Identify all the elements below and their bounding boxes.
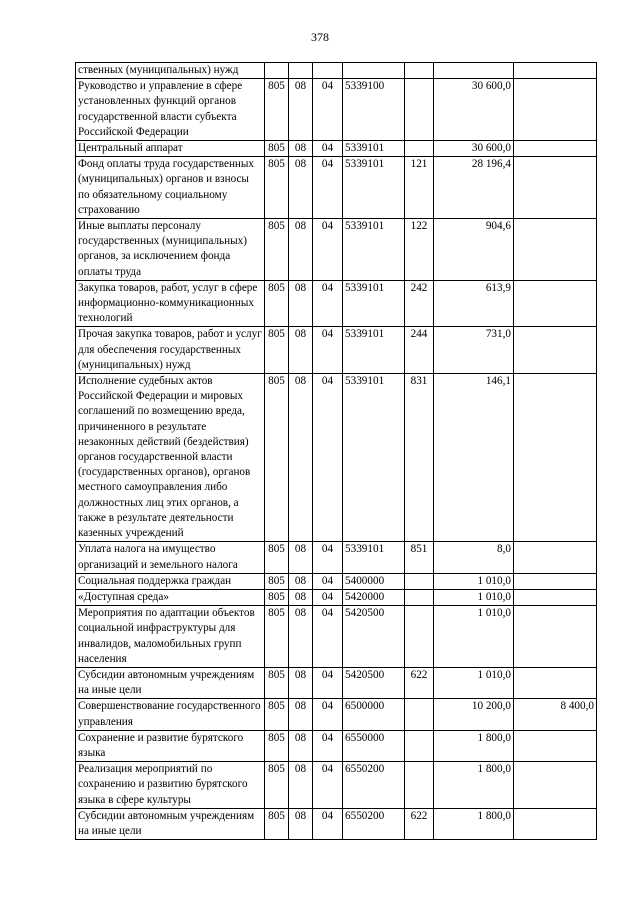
cell-name: Совершенствование государственного управления	[76, 699, 265, 730]
cell-subsection: 04	[313, 327, 343, 374]
cell-name: Мероприятия по адаптации объектов социальной инфраструктуры для инвалидов, маломобильных групп населения	[76, 606, 265, 668]
cell-subsection: 04	[313, 667, 343, 698]
cell-expense-type: 831	[405, 374, 434, 542]
table-row	[76, 589, 597, 605]
cell-amount: 30 600,0	[434, 79, 514, 141]
cell-subsection	[313, 63, 343, 79]
cell-target-article: 5339101	[343, 141, 405, 157]
cell-amount: 1 800,0	[434, 730, 514, 761]
cell-expense-type	[405, 141, 434, 157]
cell-amount: 1 010,0	[434, 573, 514, 589]
table-row	[76, 157, 597, 219]
cell-amount-secondary	[514, 542, 597, 573]
cell-admin-code	[265, 63, 289, 79]
cell-section: 08	[289, 157, 313, 219]
cell-amount-secondary	[514, 762, 597, 809]
cell-subsection: 04	[313, 573, 343, 589]
table-body	[76, 63, 597, 840]
table-row	[76, 374, 597, 542]
cell-section: 08	[289, 374, 313, 542]
cell-amount-secondary	[514, 667, 597, 698]
cell-admin-code: 805	[265, 699, 289, 730]
cell-target-article: 6550000	[343, 730, 405, 761]
cell-subsection: 04	[313, 762, 343, 809]
cell-subsection: 04	[313, 157, 343, 219]
table-row	[76, 63, 597, 79]
cell-amount-secondary	[514, 573, 597, 589]
table-row	[76, 79, 597, 141]
cell-amount: 1 010,0	[434, 589, 514, 605]
cell-target-article: 6550200	[343, 762, 405, 809]
cell-expense-type	[405, 762, 434, 809]
cell-amount: 1 800,0	[434, 808, 514, 839]
cell-target-article: 5400000	[343, 573, 405, 589]
cell-name: Закупка товаров, работ, услуг в сфере информационно-коммуникационных технологий	[76, 280, 265, 327]
cell-section: 08	[289, 219, 313, 281]
cell-expense-type: 244	[405, 327, 434, 374]
cell-amount-secondary	[514, 280, 597, 327]
cell-section: 08	[289, 808, 313, 839]
cell-name: Руководство и управление в сфере установленных функций органов государственной власти субъекта Российской Федерации	[76, 79, 265, 141]
cell-amount: 1 010,0	[434, 667, 514, 698]
cell-name: Прочая закупка товаров, работ и услуг для обеспечения государственных (муниципальных) нужд	[76, 327, 265, 374]
table-row	[76, 280, 597, 327]
cell-name: Фонд оплаты труда государственных (муниципальных) органов и взносы по обязательному социальному страхованию	[76, 157, 265, 219]
cell-section: 08	[289, 79, 313, 141]
budget-table	[75, 62, 597, 840]
cell-target-article: 5420000	[343, 589, 405, 605]
cell-expense-type: 622	[405, 667, 434, 698]
cell-name: Иные выплаты персоналу государственных (муниципальных) органов, за исключением фонда оплаты труда	[76, 219, 265, 281]
cell-admin-code: 805	[265, 219, 289, 281]
cell-amount: 146,1	[434, 374, 514, 542]
table-row	[76, 762, 597, 809]
cell-subsection: 04	[313, 808, 343, 839]
table-row	[76, 730, 597, 761]
cell-section: 08	[289, 573, 313, 589]
table-row	[76, 542, 597, 573]
table-row	[76, 141, 597, 157]
cell-target-article: 5339101	[343, 374, 405, 542]
cell-subsection: 04	[313, 374, 343, 542]
cell-expense-type: 622	[405, 808, 434, 839]
cell-expense-type	[405, 699, 434, 730]
cell-target-article	[343, 63, 405, 79]
cell-target-article: 5420500	[343, 667, 405, 698]
cell-admin-code: 805	[265, 808, 289, 839]
cell-amount: 28 196,4	[434, 157, 514, 219]
cell-section: 08	[289, 327, 313, 374]
cell-expense-type	[405, 573, 434, 589]
table-row	[76, 667, 597, 698]
cell-name: Субсидии автономным учреждениям на иные цели	[76, 667, 265, 698]
cell-admin-code: 805	[265, 730, 289, 761]
cell-target-article: 5420500	[343, 606, 405, 668]
cell-section: 08	[289, 699, 313, 730]
cell-amount-secondary	[514, 808, 597, 839]
table-row	[76, 606, 597, 668]
cell-section: 08	[289, 667, 313, 698]
cell-name: Центральный аппарат	[76, 141, 265, 157]
cell-admin-code: 805	[265, 79, 289, 141]
table-row	[76, 573, 597, 589]
cell-admin-code: 805	[265, 573, 289, 589]
cell-expense-type	[405, 730, 434, 761]
cell-amount-secondary	[514, 219, 597, 281]
cell-subsection: 04	[313, 589, 343, 605]
cell-admin-code: 805	[265, 667, 289, 698]
cell-subsection: 04	[313, 542, 343, 573]
cell-amount-secondary	[514, 63, 597, 79]
cell-admin-code: 805	[265, 606, 289, 668]
cell-name: Субсидии автономным учреждениям на иные цели	[76, 808, 265, 839]
cell-amount-secondary: 8 400,0	[514, 699, 597, 730]
cell-admin-code: 805	[265, 589, 289, 605]
cell-name: Уплата налога на имущество организаций и земельного налога	[76, 542, 265, 573]
cell-admin-code: 805	[265, 157, 289, 219]
cell-expense-type	[405, 79, 434, 141]
cell-subsection: 04	[313, 730, 343, 761]
cell-section: 08	[289, 589, 313, 605]
cell-section: 08	[289, 762, 313, 809]
cell-section: 08	[289, 141, 313, 157]
cell-amount-secondary	[514, 327, 597, 374]
cell-section: 08	[289, 542, 313, 573]
table-row	[76, 327, 597, 374]
cell-amount: 1 010,0	[434, 606, 514, 668]
cell-subsection: 04	[313, 79, 343, 141]
cell-amount-secondary	[514, 79, 597, 141]
cell-name: ственных (муниципальных) нужд	[76, 63, 265, 79]
cell-subsection: 04	[313, 141, 343, 157]
cell-target-article: 5339101	[343, 280, 405, 327]
cell-section: 08	[289, 280, 313, 327]
cell-amount: 10 200,0	[434, 699, 514, 730]
cell-target-article: 5339101	[343, 327, 405, 374]
cell-expense-type	[405, 589, 434, 605]
cell-amount: 8,0	[434, 542, 514, 573]
cell-target-article: 5339101	[343, 157, 405, 219]
table-row	[76, 219, 597, 281]
cell-name: Исполнение судебных актов Российской Федерации и мировых соглашений по возмещению вреда, причиненного в результате незаконных действий (бездействия) органов государственной власти (государственных органов), органов местного самоуправления либо должностных лиц этих органов, а также в результате деятельности казенных учреждений	[76, 374, 265, 542]
cell-admin-code: 805	[265, 542, 289, 573]
cell-admin-code: 805	[265, 762, 289, 809]
cell-section	[289, 63, 313, 79]
cell-subsection: 04	[313, 699, 343, 730]
cell-expense-type	[405, 63, 434, 79]
cell-amount-secondary	[514, 589, 597, 605]
cell-admin-code: 805	[265, 327, 289, 374]
cell-admin-code: 805	[265, 374, 289, 542]
cell-target-article: 5339101	[343, 542, 405, 573]
cell-amount	[434, 63, 514, 79]
cell-name: Сохранение и развитие бурятского языка	[76, 730, 265, 761]
cell-target-article: 6500000	[343, 699, 405, 730]
cell-target-article: 6550200	[343, 808, 405, 839]
table-row	[76, 699, 597, 730]
cell-section: 08	[289, 730, 313, 761]
cell-expense-type: 121	[405, 157, 434, 219]
cell-subsection: 04	[313, 606, 343, 668]
cell-amount-secondary	[514, 374, 597, 542]
table-row	[76, 808, 597, 839]
cell-expense-type: 851	[405, 542, 434, 573]
cell-amount-secondary	[514, 730, 597, 761]
cell-amount-secondary	[514, 606, 597, 668]
cell-amount: 904,6	[434, 219, 514, 281]
cell-section: 08	[289, 606, 313, 668]
cell-name: Реализация мероприятий по сохранению и развитию бурятского языка в сфере культуры	[76, 762, 265, 809]
cell-name: Социальная поддержка граждан	[76, 573, 265, 589]
cell-amount: 613,9	[434, 280, 514, 327]
cell-subsection: 04	[313, 280, 343, 327]
cell-target-article: 5339101	[343, 219, 405, 281]
cell-target-article: 5339100	[343, 79, 405, 141]
cell-amount: 30 600,0	[434, 141, 514, 157]
cell-admin-code: 805	[265, 280, 289, 327]
cell-expense-type: 242	[405, 280, 434, 327]
cell-admin-code: 805	[265, 141, 289, 157]
cell-amount-secondary	[514, 141, 597, 157]
cell-subsection: 04	[313, 219, 343, 281]
cell-name: «Доступная среда»	[76, 589, 265, 605]
page-number: 378	[311, 30, 329, 44]
cell-expense-type: 122	[405, 219, 434, 281]
cell-amount: 731,0	[434, 327, 514, 374]
cell-expense-type	[405, 606, 434, 668]
cell-amount-secondary	[514, 157, 597, 219]
cell-amount: 1 800,0	[434, 762, 514, 809]
